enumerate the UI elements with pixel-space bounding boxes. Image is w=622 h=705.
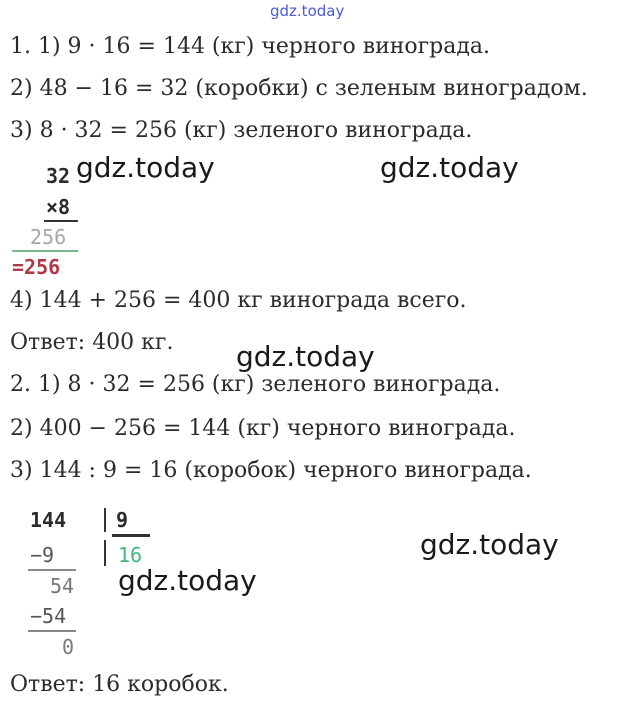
mult-sum-line bbox=[12, 250, 78, 252]
solution1-step1: 1. 1) 9 · 16 = 144 (кг) черного винограда. bbox=[10, 34, 491, 59]
division-sub2: −54 bbox=[30, 604, 67, 628]
watermark: gdz.today bbox=[118, 564, 257, 597]
division-rem2: 0 bbox=[62, 635, 75, 659]
mult-result: =256 bbox=[12, 255, 61, 279]
division-dividend: 144 bbox=[30, 508, 67, 532]
solution1-answer: Ответ: 400 кг. bbox=[10, 330, 174, 355]
division-divisor: 9 bbox=[116, 508, 129, 532]
mult-partial: 256 bbox=[30, 225, 67, 249]
watermark-top: gdz.today bbox=[270, 2, 345, 20]
division-rem1: 54 bbox=[50, 574, 75, 598]
division-line2 bbox=[28, 630, 76, 632]
watermark: gdz.today bbox=[380, 151, 519, 184]
watermark: gdz.today bbox=[76, 151, 215, 184]
mult-multiplicand: 32 bbox=[46, 164, 71, 188]
division-sub1: −9 bbox=[30, 543, 55, 567]
solution2-step2: 2) 400 − 256 = 144 (кг) черного винограда. bbox=[10, 416, 516, 441]
division-separator-top bbox=[104, 508, 106, 532]
solution2-answer: Ответ: 16 коробок. bbox=[10, 672, 229, 697]
watermark: gdz.today bbox=[420, 528, 559, 561]
solution1-step2: 2) 48 − 16 = 32 (коробки) с зеленым виноградом. bbox=[10, 76, 588, 101]
watermark: gdz.today bbox=[236, 340, 375, 373]
division-divisor-line bbox=[112, 534, 150, 537]
division-separator-bottom bbox=[104, 540, 106, 566]
solution2-step1: 2. 1) 8 · 32 = 256 (кг) зеленого винограда. bbox=[10, 372, 501, 397]
division-quotient: 16 bbox=[118, 543, 143, 567]
mult-multiplier: ×8 bbox=[46, 195, 71, 219]
solution1-step4: 4) 144 + 256 = 400 кг винограда всего. bbox=[10, 288, 467, 313]
mult-line bbox=[44, 220, 78, 222]
solution1-step3: 3) 8 · 32 = 256 (кг) зеленого винограда. bbox=[10, 118, 473, 143]
division-line1 bbox=[28, 569, 76, 571]
solution2-step3: 3) 144 : 9 = 16 (коробок) черного винограда. bbox=[10, 458, 532, 483]
